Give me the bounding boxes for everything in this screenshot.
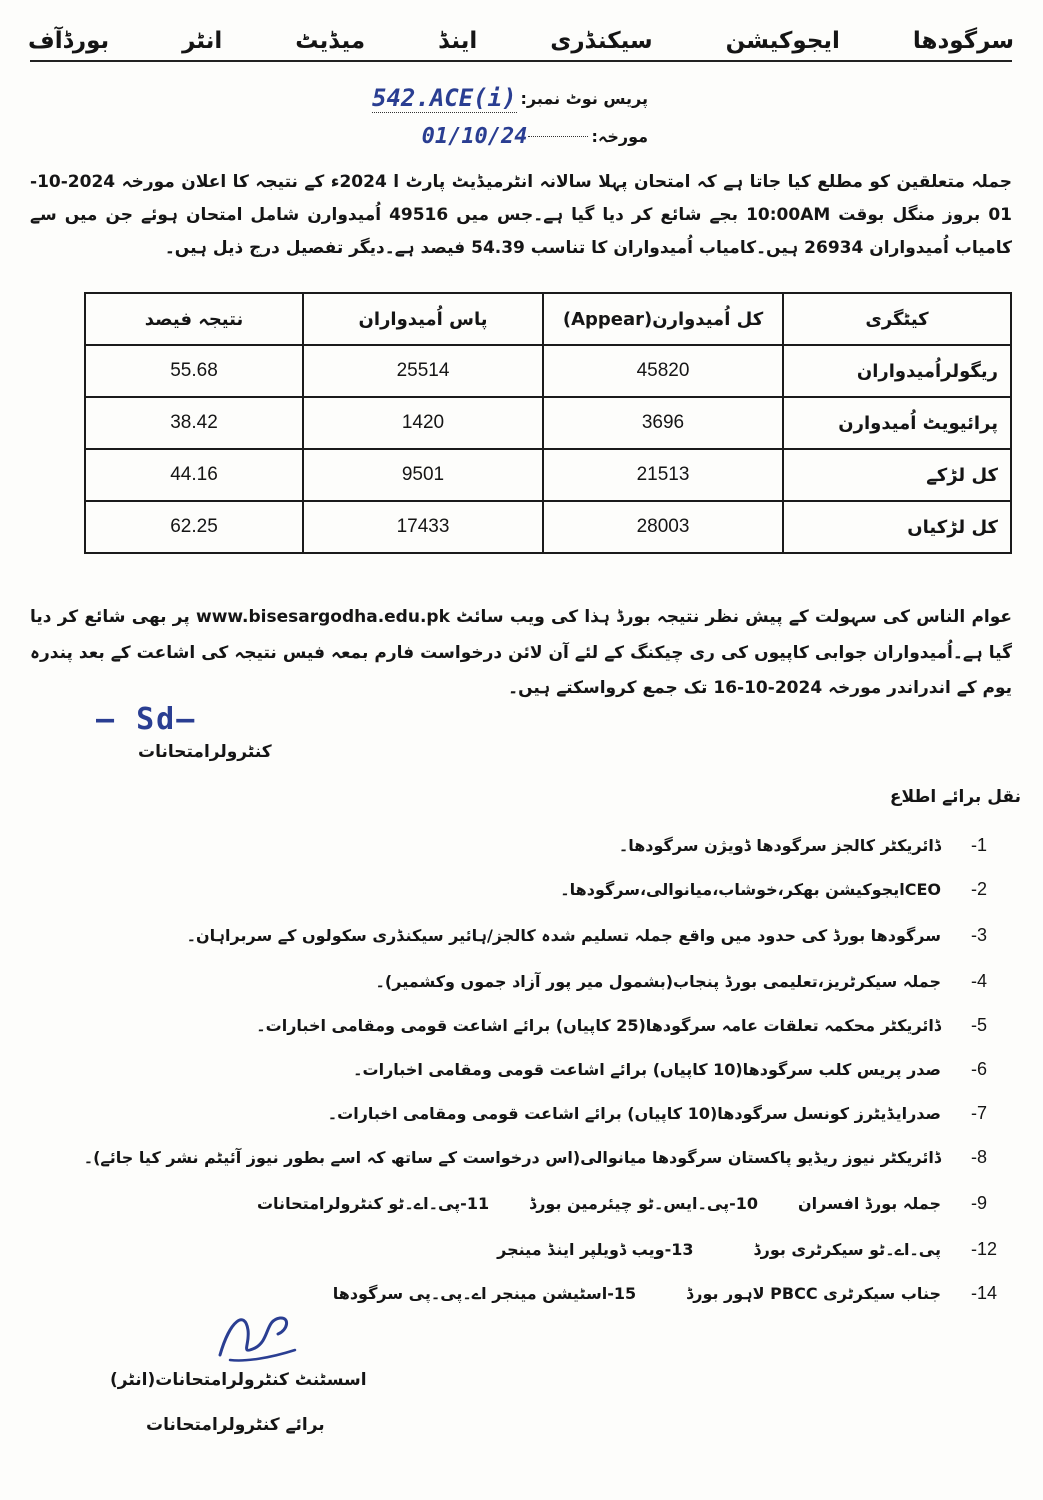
- list-text: صدرایڈیٹرز کونسل سرگودھا(10 کاپیاں) برائے اشاعت قومی ومقامی اخبارات۔: [327, 1103, 941, 1123]
- list-item: [23, 1142, 1023, 1172]
- appear-cell: 28003: [543, 501, 783, 553]
- list-text: 10-پی۔ایس۔ٹو چیئرمین بورڈ: [529, 1193, 758, 1213]
- list-item: [23, 830, 1023, 860]
- list-number: -5: [971, 1014, 988, 1035]
- category-cell: کل لڑکے: [783, 449, 1011, 501]
- list-number: -9: [971, 1192, 988, 1213]
- column-header: کیٹگری: [783, 293, 1011, 345]
- intro-paragraph: جملہ متعلقین کو مطلع کیا جاتا ہے کہ امتحان پہلا سالانہ انٹرمیڈیٹ پارٹ ا 2024ء کے نتیجہ کا اعلان مورخہ 2024-10-01 بروز منگل بوقت 10:00AM بجے شائع کر دیا گیا ہے۔جس میں 49516 اُمیدوارن شامل امتحان ہوئے جن میں سے کامیاب اُمیدواران 26934 ہیں۔کامیاب اُمیدواران کا تناسب 54.39 فیصد ہے۔دیگر تفصیل درج ذیل ہیں۔: [30, 172, 1012, 259]
- table-row: [85, 397, 1011, 449]
- column-header: پاس اُمیدواران: [303, 293, 543, 345]
- category-cell: کل لڑکیاں: [783, 501, 1011, 553]
- list-number: -12: [971, 1238, 998, 1259]
- list-item: [23, 1278, 1023, 1308]
- list-number: -6: [971, 1058, 988, 1079]
- list-number: -2: [971, 878, 988, 899]
- table-row: [85, 345, 1011, 397]
- header-word: سیکنڈری: [550, 28, 653, 54]
- percent-cell: 38.42: [85, 397, 303, 449]
- table-header-row: [85, 293, 1011, 345]
- list-item: [23, 920, 1023, 950]
- results-table: [84, 292, 1012, 554]
- appear-cell: 21513: [543, 449, 783, 501]
- list-text: صدر پریس کلب سرگودھا(10 کاپیاں) برائے اشاعت قومی ومقامی اخبارات۔: [353, 1059, 941, 1079]
- appear-cell: 45820: [543, 345, 783, 397]
- date-leader: [528, 136, 588, 137]
- table-row: [85, 501, 1011, 553]
- list-number: -8: [971, 1146, 988, 1167]
- list-item: [23, 1098, 1023, 1128]
- list-text: پی۔اے۔ٹو سیکرٹری بورڈ: [753, 1239, 941, 1259]
- header-word: بورڈآف: [28, 28, 110, 54]
- list-number: -14: [971, 1282, 998, 1303]
- press-note-number: 542.ACE(i): [372, 84, 517, 112]
- assistant-controller-title: اسسٹنٹ کنٹرولرامتحانات(انٹر): [110, 1370, 367, 1390]
- for-controller-title: برائے کنٹرولرامتحانات: [146, 1415, 325, 1435]
- percent-cell: 55.68: [85, 345, 303, 397]
- header-word: میڈیٹ: [295, 28, 366, 54]
- press-note-date: 01/10/24: [421, 124, 528, 149]
- column-header: کل اُمیدوارن(Appear): [543, 293, 783, 345]
- header-word: سرگودھا: [912, 28, 1014, 54]
- list-text: 15-اسٹیشن مینجر اے۔پی۔پی سرگودھا: [332, 1283, 637, 1303]
- list-number: -3: [971, 924, 988, 945]
- header-word: اینڈ: [438, 28, 478, 54]
- percent-cell: 44.16: [85, 449, 303, 501]
- list-item: [23, 1010, 1023, 1040]
- press-note-number-line: [368, 84, 648, 113]
- list-number: -4: [971, 970, 988, 991]
- list-text: ڈائریکٹر کالجز سرگودھا ڈویژن سرگودھا۔: [618, 835, 941, 855]
- list-text: CEOایجوکیشن بھکر،خوشاب،میانوالی،سرگودھا۔: [560, 879, 941, 899]
- percent-cell: 62.25: [85, 501, 303, 553]
- list-item: [23, 1188, 1023, 1218]
- category-cell: ریگولراُمیدواران: [783, 345, 1011, 397]
- list-text: سرگودھا بورڈ کی حدود میں واقع جملہ تسلیم شدہ کالجز/ہائیر سیکنڈری سکولوں کے سربراہان۔: [186, 925, 941, 945]
- board-header: [28, 18, 1014, 64]
- sd-signature: — Sd—: [96, 702, 197, 737]
- column-header: نتیجہ فیصد: [85, 293, 303, 345]
- press-note-label: پریس نوٹ نمبر:: [520, 89, 648, 108]
- date-label: مورخہ:: [591, 127, 648, 146]
- pass-cell: 17433: [303, 501, 543, 553]
- list-item: [23, 1234, 1023, 1264]
- list-text: ڈائریکٹر محکمہ تعلقات عامہ سرگودھا(25 کاپیاں) برائے اشاعت قومی ومقامی اخبارات۔: [256, 1015, 941, 1035]
- list-item: [23, 874, 1023, 904]
- pass-cell: 1420: [303, 397, 543, 449]
- table-row: [85, 449, 1011, 501]
- list-text: 11-پی۔اے۔ٹو کنٹرولرامتحانات: [256, 1193, 490, 1213]
- appear-cell: 3696: [543, 397, 783, 449]
- header-word: انٹر: [182, 28, 223, 54]
- pass-cell: 9501: [303, 449, 543, 501]
- controller-title: کنٹرولرامتحانات: [138, 742, 272, 762]
- category-cell: پرائیویٹ اُمیدوارن: [783, 397, 1011, 449]
- list-text: جناب سیکرٹری PBCC لاہور بورڈ: [686, 1283, 941, 1303]
- list-text: 13-ویب ڈویلپر اینڈ مینجر: [497, 1239, 694, 1259]
- list-item: [23, 966, 1023, 996]
- list-text: ڈائریکٹر نیوز ریڈیو پاکستان سرگودھا میانوالی(اس درخواست کے ساتھ کہ اسے بطور نیوز آئیٹم نشر کیا جائے)۔: [83, 1147, 941, 1167]
- list-text: جملہ سیکرٹریز،تعلیمی بورڈ پنجاب(بشمول میر پور آزاد جموں وکشمیر)۔: [375, 971, 941, 991]
- press-note-date-line: [368, 124, 648, 149]
- copy-to-heading: نقل برائے اطلاع: [889, 787, 1021, 807]
- list-text: جملہ بورڈ افسران: [797, 1193, 941, 1213]
- pass-cell: 25514: [303, 345, 543, 397]
- notice-paragraph: عوام الناس کی سہولت کے پیش نظر نتیجہ بورڈ ہذا کی ویب سائٹ www.bisesargodha.edu.pk پر بھی شائع کر دیا گیا ہے۔اُمیدواران جوابی کاپیوں کی ری چیکنگ کے لئے آن لائن درخواست فارم بمعہ فیس نتیجہ کی اشاعت کے بعد پندرہ یوم کے اندراندر مورخہ 2024-10-16 تک جمع کرواسکتے ہیں۔: [30, 607, 1013, 699]
- header-word: ایجوکیشن: [725, 28, 840, 54]
- header-divider: [30, 60, 1012, 62]
- list-number: -1: [971, 834, 988, 855]
- list-item: [23, 1054, 1023, 1084]
- list-number: -7: [971, 1102, 988, 1123]
- handwritten-signature: [200, 1300, 310, 1370]
